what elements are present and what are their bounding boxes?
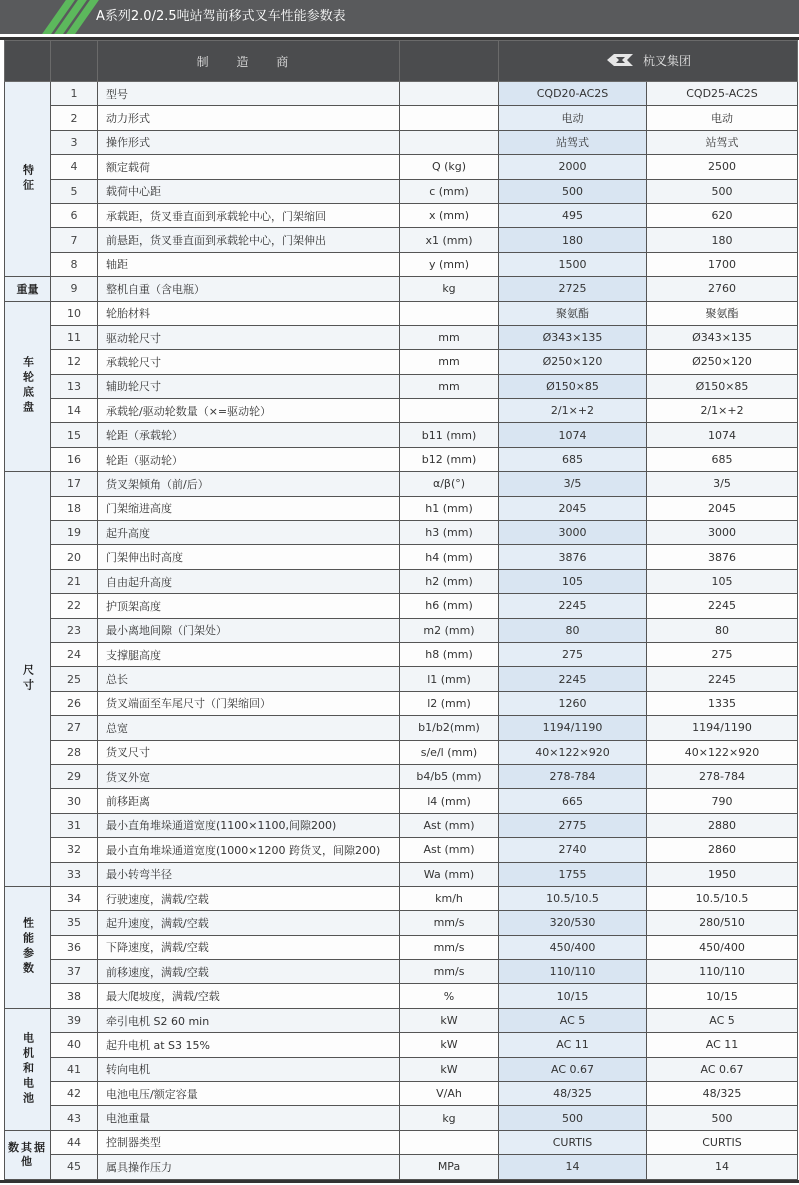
param-name: 支撑腿高度 [98,642,400,666]
value-cqd25: 500 [647,179,798,203]
value-cqd20: 275 [499,642,647,666]
param-name: 控制器类型 [98,1130,400,1154]
value-cqd25: 1700 [647,252,798,276]
value-cqd20: 685 [499,447,647,471]
row-number: 34 [51,886,98,910]
row-number: 24 [51,642,98,666]
param-unit: l1 (mm) [400,667,499,691]
param-unit: Q (kg) [400,155,499,179]
table-row [5,740,798,764]
value-cqd25: 2245 [647,667,798,691]
row-number: 6 [51,203,98,227]
table-row [5,911,798,935]
value-cqd20: Ø150×85 [499,374,647,398]
row-number: 16 [51,447,98,471]
table-row [5,764,798,788]
table-row [5,82,798,106]
row-number: 44 [51,1130,98,1154]
table-row [5,642,798,666]
row-number: 43 [51,1106,98,1130]
table-row [5,423,798,447]
param-name: 门架缩进高度 [98,496,400,520]
param-name: 属具操作压力 [98,1155,400,1179]
table-row [5,1130,798,1154]
value-cqd25: 620 [647,203,798,227]
value-cqd20: Ø250×120 [499,350,647,374]
group-label: 电机和电池 [5,1008,51,1130]
table-row [5,1106,798,1130]
table-row [5,1057,798,1081]
value-cqd20: 1260 [499,691,647,715]
value-cqd25: 10/15 [647,984,798,1008]
row-number: 18 [51,496,98,520]
param-unit: b1/b2(mm) [400,716,499,740]
table-row [5,301,798,325]
value-cqd20: 450/400 [499,935,647,959]
row-number: 12 [51,350,98,374]
title-bar [0,0,799,34]
value-cqd20: 665 [499,789,647,813]
header-blank [400,41,499,82]
value-cqd25: 110/110 [647,960,798,984]
row-number: 3 [51,130,98,154]
table-row [5,813,798,837]
value-cqd25: 2045 [647,496,798,520]
value-cqd25: 10.5/10.5 [647,886,798,910]
row-number: 14 [51,399,98,423]
param-unit: x (mm) [400,203,499,227]
value-cqd25: 2245 [647,594,798,618]
param-name: 载荷中心距 [98,179,400,203]
spec-table [4,40,798,1180]
param-name: 最小转弯半径 [98,862,400,886]
value-cqd20: 1755 [499,862,647,886]
param-name: 前移速度，满载/空载 [98,960,400,984]
table-row [5,984,798,1008]
table-row [5,447,798,471]
param-unit: Ast (mm) [400,813,499,837]
value-cqd25: 2/1×+2 [647,399,798,423]
value-cqd25: AC 5 [647,1008,798,1032]
value-cqd25: 14 [647,1155,798,1179]
param-name: 操作形式 [98,130,400,154]
table-row [5,935,798,959]
table-row [5,1155,798,1179]
value-cqd25: 2500 [647,155,798,179]
param-name: 最小直角堆垛通道宽度(1000×1200 跨货叉，间隙200) [98,838,400,862]
row-number: 13 [51,374,98,398]
param-name: 起升高度 [98,521,400,545]
value-cqd20: 2775 [499,813,647,837]
param-unit: c (mm) [400,179,499,203]
param-name: 轮距（驱动轮） [98,447,400,471]
table-header [5,41,798,82]
param-unit: kW [400,1057,499,1081]
value-cqd20: 站驾式 [499,130,647,154]
table-row [5,374,798,398]
value-cqd25: 105 [647,569,798,593]
param-name: 承载距，货叉垂直面到承载轮中心，门架缩回 [98,203,400,227]
row-number: 33 [51,862,98,886]
param-name: 货叉端面至车尾尺寸（门架缩回） [98,691,400,715]
row-number: 41 [51,1057,98,1081]
param-name: 行驶速度，满载/空载 [98,886,400,910]
value-cqd20: 1194/1190 [499,716,647,740]
value-cqd20: 2245 [499,667,647,691]
param-unit: s/e/l (mm) [400,740,499,764]
value-cqd25: 180 [647,228,798,252]
table-row [5,886,798,910]
value-cqd25: 685 [647,447,798,471]
row-number: 26 [51,691,98,715]
header-blank [5,41,51,82]
row-number: 23 [51,618,98,642]
group-label: 数其据他 [5,1130,51,1179]
param-name: 最大爬坡度，满载/空载 [98,984,400,1008]
value-cqd25: CQD25-AC2S [647,82,798,106]
param-unit: h8 (mm) [400,642,499,666]
table-row [5,228,798,252]
value-cqd20: 2740 [499,838,647,862]
value-cqd25: CURTIS [647,1130,798,1154]
param-unit: mm/s [400,911,499,935]
table-row [5,521,798,545]
param-name: 牵引电机 S2 60 min [98,1008,400,1032]
row-number: 10 [51,301,98,325]
row-number: 7 [51,228,98,252]
row-number: 42 [51,1082,98,1106]
value-cqd20: 2045 [499,496,647,520]
maker-label: 制 造 商 [98,41,400,82]
value-cqd25: 聚氨酯 [647,301,798,325]
param-name: 型号 [98,82,400,106]
value-cqd25: 450/400 [647,935,798,959]
table-row [5,618,798,642]
row-number: 39 [51,1008,98,1032]
value-cqd20: Ø343×135 [499,325,647,349]
row-number: 17 [51,472,98,496]
value-cqd25: Ø250×120 [647,350,798,374]
value-cqd20: 105 [499,569,647,593]
value-cqd25: 275 [647,642,798,666]
value-cqd20: 2245 [499,594,647,618]
param-unit: y (mm) [400,252,499,276]
param-name: 转向电机 [98,1057,400,1081]
param-unit [400,130,499,154]
param-name: 护顶架高度 [98,594,400,618]
table-row [5,155,798,179]
row-number: 21 [51,569,98,593]
param-unit: Wa (mm) [400,862,499,886]
value-cqd20: AC 0.67 [499,1057,647,1081]
hangcha-logo-icon [605,53,635,67]
row-number: 28 [51,740,98,764]
value-cqd20: 10/15 [499,984,647,1008]
value-cqd25: 48/325 [647,1082,798,1106]
param-unit: h3 (mm) [400,521,499,545]
table-row [5,106,798,130]
value-cqd20: 180 [499,228,647,252]
table-row [5,862,798,886]
row-number: 29 [51,764,98,788]
param-unit: h6 (mm) [400,594,499,618]
param-name: 承载轮/驱动轮数量（×=驱动轮） [98,399,400,423]
group-label: 尺寸 [5,472,51,887]
row-number: 22 [51,594,98,618]
param-unit: h1 (mm) [400,496,499,520]
param-name: 下降速度，满载/空载 [98,935,400,959]
value-cqd20: 聚氨酯 [499,301,647,325]
table-row [5,496,798,520]
value-cqd25: 3/5 [647,472,798,496]
value-cqd25: 电动 [647,106,798,130]
value-cqd20: AC 5 [499,1008,647,1032]
value-cqd20: 电动 [499,106,647,130]
row-number: 35 [51,911,98,935]
param-name: 整机自重（含电瓶） [98,277,400,301]
param-name: 轮距（承载轮） [98,423,400,447]
table-row [5,691,798,715]
row-number: 25 [51,667,98,691]
param-unit: mm [400,374,499,398]
value-cqd25: 278-784 [647,764,798,788]
param-name: 辅助轮尺寸 [98,374,400,398]
table-row [5,252,798,276]
param-unit: kg [400,1106,499,1130]
row-number: 1 [51,82,98,106]
table-row [5,594,798,618]
param-name: 总宽 [98,716,400,740]
value-cqd20: 14 [499,1155,647,1179]
value-cqd20: 2725 [499,277,647,301]
table-row [5,716,798,740]
value-cqd20: CQD20-AC2S [499,82,647,106]
value-cqd25: 80 [647,618,798,642]
value-cqd25: 3000 [647,521,798,545]
param-name: 电池电压/额定容量 [98,1082,400,1106]
group-label: 特征 [5,82,51,277]
row-number: 15 [51,423,98,447]
param-name: 额定载荷 [98,155,400,179]
param-unit: α/β(°) [400,472,499,496]
param-name: 最小直角堆垛通道宽度(1100×1100,间隙200) [98,813,400,837]
param-unit: x1 (mm) [400,228,499,252]
value-cqd25: 790 [647,789,798,813]
value-cqd20: 1500 [499,252,647,276]
table-row [5,1033,798,1057]
value-cqd20: 500 [499,1106,647,1130]
param-name: 轮胎材料 [98,301,400,325]
table-row [5,545,798,569]
row-number: 27 [51,716,98,740]
value-cqd20: 3876 [499,545,647,569]
value-cqd20: 500 [499,179,647,203]
row-number: 11 [51,325,98,349]
param-unit: b12 (mm) [400,447,499,471]
value-cqd25: 1335 [647,691,798,715]
param-unit [400,1130,499,1154]
param-name: 承载轮尺寸 [98,350,400,374]
table-row [5,960,798,984]
group-label: 车轮底盘 [5,301,51,472]
divider [0,1180,799,1183]
value-cqd25: 40×122×920 [647,740,798,764]
value-cqd25: 2880 [647,813,798,837]
param-unit: mm/s [400,935,499,959]
param-unit: h2 (mm) [400,569,499,593]
param-unit [400,301,499,325]
value-cqd20: 48/325 [499,1082,647,1106]
value-cqd25: 1194/1190 [647,716,798,740]
table-row [5,667,798,691]
row-number: 4 [51,155,98,179]
value-cqd25: 1950 [647,862,798,886]
param-unit: % [400,984,499,1008]
row-number: 37 [51,960,98,984]
value-cqd25: AC 0.67 [647,1057,798,1081]
param-unit: kW [400,1008,499,1032]
table-row [5,130,798,154]
table-row [5,325,798,349]
row-number: 8 [51,252,98,276]
brand-name: 杭叉集团 [643,53,692,68]
param-unit: V/Ah [400,1082,499,1106]
param-name: 前移距离 [98,789,400,813]
brand-cell [499,41,798,82]
value-cqd20: 10.5/10.5 [499,886,647,910]
param-name: 货叉尺寸 [98,740,400,764]
param-name: 货叉架倾角（前/后） [98,472,400,496]
value-cqd20: 3/5 [499,472,647,496]
param-unit: mm/s [400,960,499,984]
value-cqd25: 500 [647,1106,798,1130]
value-cqd20: 320/530 [499,911,647,935]
table-row [5,569,798,593]
page-title: A系列2.0/2.5吨站驾前移式叉车性能参数表 [96,9,346,24]
param-name: 驱动轮尺寸 [98,325,400,349]
group-label: 重量 [5,277,51,301]
value-cqd20: CURTIS [499,1130,647,1154]
param-name: 电池重量 [98,1106,400,1130]
value-cqd20: 2/1×+2 [499,399,647,423]
param-unit: km/h [400,886,499,910]
value-cqd20: 278-784 [499,764,647,788]
param-unit: kg [400,277,499,301]
table-row [5,399,798,423]
value-cqd25: Ø150×85 [647,374,798,398]
row-number: 40 [51,1033,98,1057]
param-name: 总长 [98,667,400,691]
value-cqd20: 110/110 [499,960,647,984]
value-cqd25: 280/510 [647,911,798,935]
value-cqd20: 1074 [499,423,647,447]
param-name: 起升电机 at S3 15% [98,1033,400,1057]
value-cqd20: 40×122×920 [499,740,647,764]
row-number: 19 [51,521,98,545]
value-cqd25: 2860 [647,838,798,862]
param-name: 前悬距，货叉垂直面到承载轮中心，门架伸出 [98,228,400,252]
table-row [5,789,798,813]
param-unit: b11 (mm) [400,423,499,447]
row-number: 45 [51,1155,98,1179]
table-row [5,277,798,301]
row-number: 20 [51,545,98,569]
param-unit [400,399,499,423]
table-row [5,472,798,496]
param-name: 自由起升高度 [98,569,400,593]
value-cqd20: 2000 [499,155,647,179]
param-name: 最小离地间隙（门架处） [98,618,400,642]
value-cqd25: 2760 [647,277,798,301]
table-row [5,1008,798,1032]
row-number: 2 [51,106,98,130]
value-cqd20: 3000 [499,521,647,545]
value-cqd20: 495 [499,203,647,227]
row-number: 38 [51,984,98,1008]
param-unit: h4 (mm) [400,545,499,569]
row-number: 5 [51,179,98,203]
param-unit: l4 (mm) [400,789,499,813]
param-unit: mm [400,325,499,349]
table-row [5,350,798,374]
param-unit: Ast (mm) [400,838,499,862]
param-name: 货叉外宽 [98,764,400,788]
row-number: 36 [51,935,98,959]
param-name: 起升速度，满载/空载 [98,911,400,935]
value-cqd25: 1074 [647,423,798,447]
param-unit: l2 (mm) [400,691,499,715]
header-blank [51,41,98,82]
value-cqd20: 80 [499,618,647,642]
group-label: 性能参数 [5,886,51,1008]
value-cqd25: AC 11 [647,1033,798,1057]
value-cqd20: AC 11 [499,1033,647,1057]
param-unit: kW [400,1033,499,1057]
row-number: 30 [51,789,98,813]
table-row [5,1082,798,1106]
param-name: 动力形式 [98,106,400,130]
param-unit: b4/b5 (mm) [400,764,499,788]
param-unit: MPa [400,1155,499,1179]
row-number: 31 [51,813,98,837]
value-cqd25: Ø343×135 [647,325,798,349]
table-row [5,179,798,203]
table-row [5,203,798,227]
param-name: 轴距 [98,252,400,276]
param-unit: m2 (mm) [400,618,499,642]
value-cqd25: 站驾式 [647,130,798,154]
param-unit: mm [400,350,499,374]
param-unit [400,82,499,106]
param-name: 门架伸出时高度 [98,545,400,569]
value-cqd25: 3876 [647,545,798,569]
param-unit [400,106,499,130]
row-number: 9 [51,277,98,301]
row-number: 32 [51,838,98,862]
table-row [5,838,798,862]
